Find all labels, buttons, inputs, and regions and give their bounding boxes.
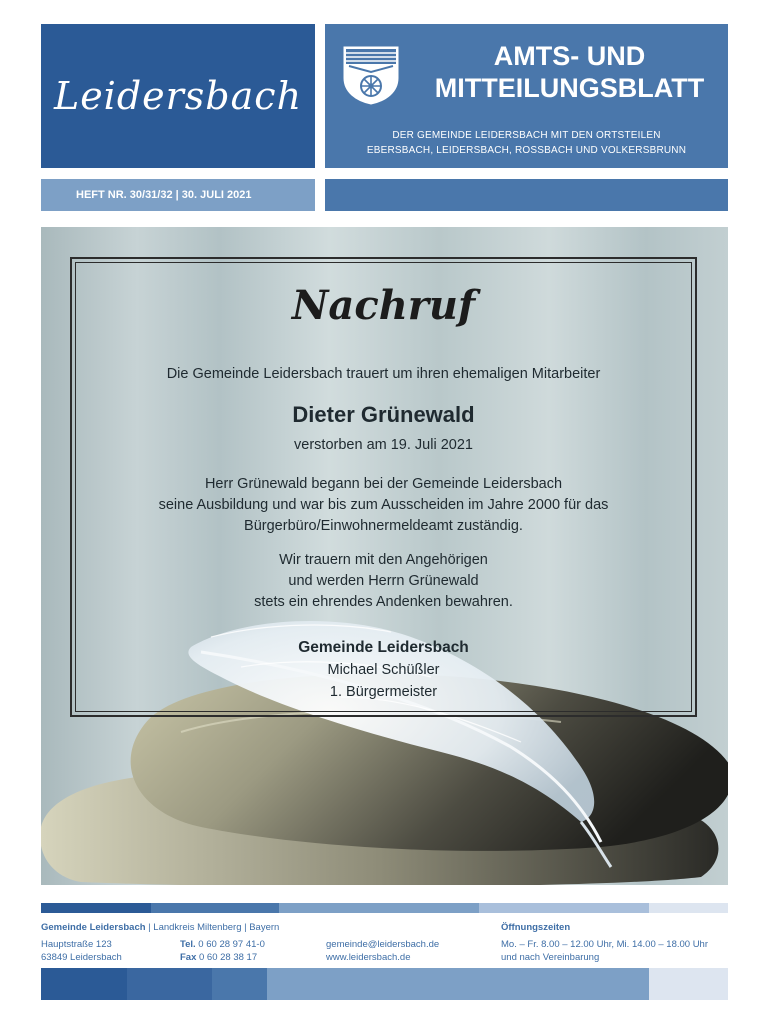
footer-email[interactable]: gemeinde@leidersbach.de bbox=[326, 939, 440, 950]
condolence-line: Wir trauern mit den Angehörigen bbox=[279, 552, 488, 568]
signature-name: Michael Schüßler bbox=[327, 662, 440, 678]
hours-title: Öffnungszeiten bbox=[501, 922, 571, 933]
footer-phone bbox=[180, 938, 265, 951]
footer-stripe-segment bbox=[479, 903, 649, 913]
date-of-death: verstorben am 19. Juli 2021 bbox=[294, 437, 473, 453]
footer-street: Hauptstraße 123 bbox=[41, 939, 112, 950]
footer-city: 63849 Leidersbach bbox=[41, 952, 122, 963]
issue-bar bbox=[325, 179, 728, 211]
subtitle-line-1: DER GEMEINDE LEIDERSBACH MIT DEN ORTSTEILEN bbox=[392, 130, 661, 141]
biography-line: seine Ausbildung und war bis zum Ausscheiden im Jahre 2000 für das bbox=[158, 497, 609, 513]
notice-intro: Die Gemeinde Leidersbach trauert um ihren ehemaligen Mitarbeiter bbox=[166, 366, 601, 382]
brand-logo: Leidersbach bbox=[53, 74, 303, 118]
footer-organization bbox=[41, 921, 279, 934]
deceased-name: Dieter Grünewald bbox=[292, 402, 475, 427]
title-line-1: AMTS- UND bbox=[493, 41, 646, 71]
footer-contact bbox=[326, 938, 439, 964]
issue-label: HEFT NR. 30/31/32 | 30. JULI 2021 bbox=[41, 179, 315, 211]
title-line-2: MITTEILUNGSBLATT bbox=[434, 73, 705, 103]
notice-heading: Nachruf bbox=[291, 282, 476, 329]
footer-org-region: | Landkreis Miltenberg | Bayern bbox=[145, 922, 280, 933]
signature-organization: Gemeinde Leidersbach bbox=[298, 639, 469, 656]
signature-role: 1. Bürgermeister bbox=[329, 684, 438, 700]
footer-bottom-segment bbox=[41, 968, 127, 1000]
publication-title bbox=[417, 40, 722, 104]
publication-subtitle bbox=[325, 128, 728, 158]
footer-stripe-segment bbox=[279, 903, 479, 913]
municipal-crest-icon bbox=[341, 44, 401, 106]
condolence-line: stets ein ehrendes Andenken bewahren. bbox=[254, 594, 513, 610]
footer-address bbox=[41, 938, 122, 964]
biography-line: Bürgerbüro/Einwohnermeldeamt zuständig. bbox=[244, 518, 523, 534]
footer-stripe-segment bbox=[151, 903, 279, 913]
footer-stripe-segment bbox=[41, 903, 151, 913]
footer-website[interactable]: www.leidersbach.de bbox=[326, 952, 411, 963]
footer-bottom-segment bbox=[267, 968, 649, 1000]
hours-line: Mo. – Fr. 8.00 – 12.00 Uhr, Mi. 14.00 – 18.00 Uhr bbox=[501, 939, 709, 950]
footer-hours bbox=[501, 921, 708, 964]
footer-fax bbox=[180, 951, 265, 964]
condolence-line: und werden Herrn Grünewald bbox=[288, 573, 479, 589]
biography bbox=[70, 474, 697, 537]
footer-bottom-segment bbox=[127, 968, 212, 1000]
biography-line: Herr Grünewald begann bei der Gemeinde Leidersbach bbox=[204, 476, 563, 492]
tel-number: 0 60 28 97 41-0 bbox=[195, 939, 265, 950]
subtitle-line-2: EBERSBACH, LEIDERSBACH, ROSSBACH UND VOLKERSBRUNN bbox=[366, 145, 687, 156]
fax-number: 0 60 28 38 17 bbox=[196, 952, 258, 963]
footer-stripe-segment bbox=[649, 903, 728, 913]
condolence-text bbox=[70, 550, 697, 613]
footer-bottom-segment bbox=[212, 968, 267, 1000]
footer-bottom-segment bbox=[649, 968, 728, 1000]
tel-label: Tel. bbox=[180, 939, 196, 950]
hours-line: und nach Vereinbarung bbox=[501, 952, 600, 963]
brand-box bbox=[41, 24, 315, 168]
fax-label: Fax bbox=[180, 952, 197, 963]
footer-org-name: Gemeinde Leidersbach bbox=[41, 922, 146, 933]
title-box bbox=[325, 24, 728, 168]
footer-phone-fax bbox=[180, 938, 265, 964]
